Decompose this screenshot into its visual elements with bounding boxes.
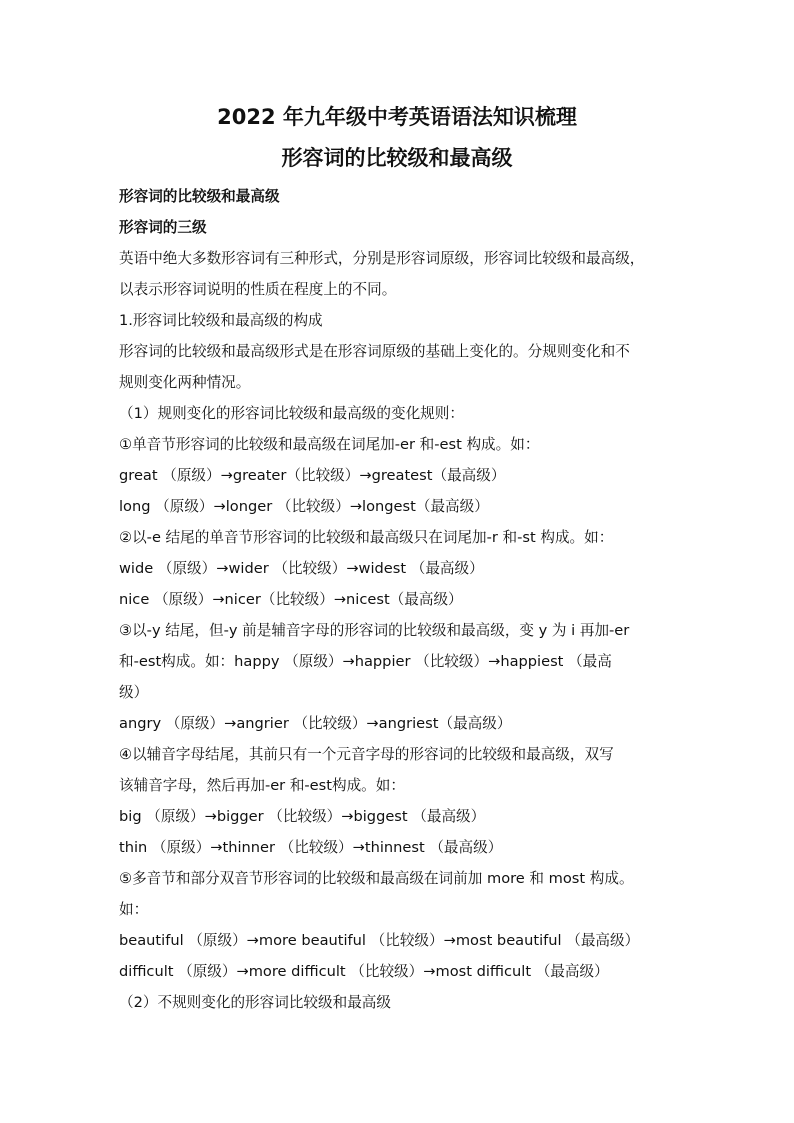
paragraph-line: 英语中绝大多数形容词有三种形式，分别是形容词原级，形容词比较级和最高级， [119,250,645,267]
example-line: wide （原级）→wider （比较级）→widest （最高级） [119,560,484,577]
rule-item-continued: 如： [119,901,149,918]
example-line: long （原级）→longer （比较级）→longest（最高级） [119,498,489,515]
rule-item-continued: 该辅音字母，然后再加-er 和-est构成。如： [119,777,405,794]
paragraph-line: 形容词的比较级和最高级形式是在形容词原级的基础上变化的。分规则变化和不 [119,343,630,360]
document-subtitle: 形容词的比较级和最高级 [281,146,513,170]
rule-item: ③以-y 结尾，但-y 前是辅音字母的形容词的比较级和最高级，变 y 为 i 再加-er [119,622,630,639]
rule-item-continued: 和-est构成。如：happy （原级）→happier （比较级）→happiest （最高 [119,653,612,670]
rule-item: ②以-e 结尾的单音节形容词的比较级和最高级只在词尾加-r 和-st 构成。如： [119,529,614,546]
paragraph-line: 以表示形容词说明的性质在程度上的不同。 [119,281,397,298]
section-heading: 形容词的比较级和最高级 [119,188,280,205]
numbered-heading: 1.形容词比较级和最高级的构成 [119,312,323,329]
example-line: angry （原级）→angrier （比较级）→angriest（最高级） [119,715,512,732]
paragraph-line: 规则变化两种情况。 [119,374,251,391]
rule-item: ⑤多音节和部分双音节形容词的比较级和最高级在词前加 more 和 most 构成。 [119,870,634,887]
example-line: beautiful （原级）→more beautiful （比较级）→most beautiful （最高级） [119,932,640,949]
example-line: big （原级）→bigger （比较级）→biggest （最高级） [119,808,486,825]
rule-item: ④以辅音字母结尾，其前只有一个元音字母的形容词的比较级和最高级，双写 [119,746,614,763]
example-line: thin （原级）→thinner （比较级）→thinnest （最高级） [119,839,503,856]
rule-item: ①单音节形容词的比较级和最高级在词尾加-er 和-est 构成。如： [119,436,540,453]
rule-heading: （1）规则变化的形容词比较级和最高级的变化规则： [119,405,464,422]
rule-item-continued: 级） [119,684,149,701]
rule-heading: （2）不规则变化的形容词比较级和最高级 [119,994,391,1011]
document-title: 2022 年九年级中考英语语法知识梳理 [217,105,577,129]
example-line: great （原级）→greater（比较级）→greatest（最高级） [119,467,506,484]
subsection-heading: 形容词的三级 [119,219,207,236]
document-body [119,181,679,1018]
example-line: nice （原级）→nicer（比较级）→nicest（最高级） [119,591,463,608]
example-line: difficult （原级）→more difficult （比较级）→most difficult （最高级） [119,963,609,980]
